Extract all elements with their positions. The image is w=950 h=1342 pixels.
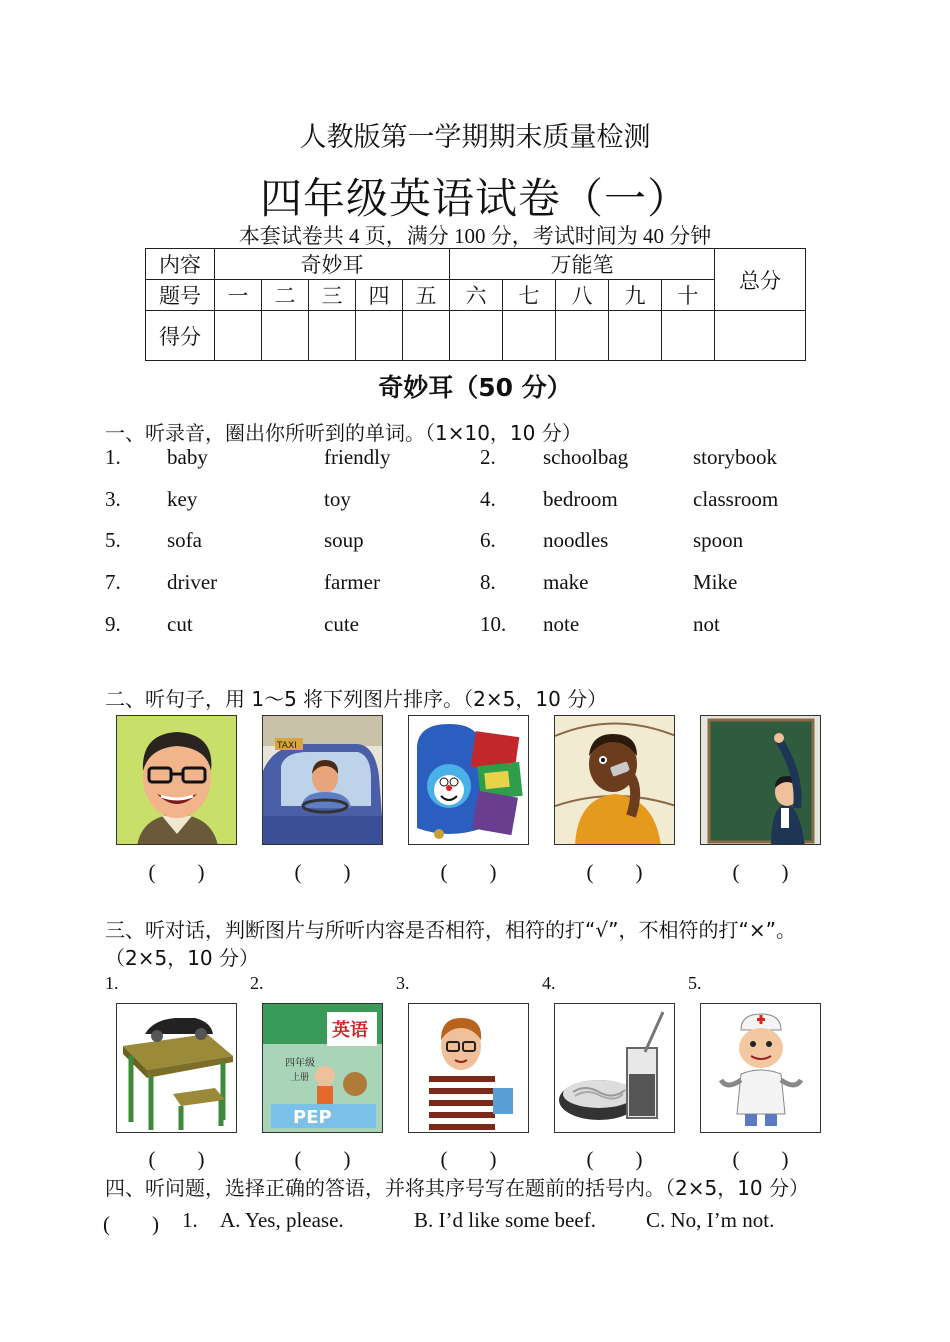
question-number: 九 [609,280,662,311]
q2-title: 二、听句子，用 1～5 将下列图片排序。（2×5，10 分） [105,687,608,711]
word-option[interactable]: farmer [324,570,380,595]
item-number: 8. [480,570,496,595]
answer-blank[interactable]: ( ) [732,860,789,884]
answer-blank[interactable]: ( ) [103,1212,159,1236]
item-number: 9. [105,611,121,636]
score-cell[interactable] [609,311,662,361]
item-number: 10. [480,611,507,636]
item-number: 4. [542,973,556,993]
answer-blank[interactable]: ( ) [440,1147,497,1171]
answer-blank[interactable]: ( ) [294,1147,351,1171]
item-number: 2. [480,445,496,469]
word-row [105,612,865,654]
score-cell[interactable] [403,311,450,361]
section-heading: 奇妙耳（50 分） [378,373,572,402]
word-option[interactable]: make [543,570,589,595]
question-number: 五 [403,280,450,311]
word-option[interactable]: schoolbag [543,445,629,469]
item-number: 6. [480,528,496,553]
word-option[interactable]: sofa [167,528,202,553]
word-option[interactable]: baby [167,445,208,469]
word-option[interactable]: note [543,611,580,636]
row-label-score: 得分 [146,311,215,361]
word-option[interactable]: cute [324,611,359,636]
book-title-text: 英语 [332,1020,368,1041]
total-header: 总分 [715,249,806,311]
word-option[interactable]: noodles [543,528,609,553]
answer-blank[interactable]: ( ) [586,1147,643,1171]
car-on-desk-picture [116,1003,237,1133]
question-number: 四 [356,280,403,311]
word-option[interactable]: spoon [693,528,744,553]
word-option[interactable]: bedroom [543,486,618,511]
item-number: 7. [105,570,121,595]
question-number: 八 [556,280,609,311]
word-option[interactable]: cut [167,611,193,636]
word-row [105,528,865,570]
answer-blank[interactable]: ( ) [148,1147,205,1171]
word-row [105,570,865,612]
score-cell[interactable] [262,311,309,361]
word-option[interactable]: not [693,611,720,636]
word-option[interactable]: soup [324,528,364,553]
answer-blank[interactable]: ( ) [586,860,643,884]
score-cell[interactable] [356,311,403,361]
score-cell[interactable] [215,311,262,361]
q1-title: 一、听录音，圈出你所听到的单词。（1×10，10 分） [105,421,582,445]
item-number: 5. [688,973,702,993]
answer-blank[interactable]: ( ) [294,860,351,884]
word-row [105,445,865,487]
word-option[interactable]: toy [324,486,351,511]
item-number: 3. [105,486,121,511]
taxi-driver-picture [262,715,383,845]
score-cell[interactable] [662,311,715,361]
q1-word-grid [105,445,865,653]
book-term-text: 上册 [291,1073,310,1083]
score-cell[interactable] [503,311,556,361]
row-label-content: 内容 [146,249,215,280]
english-textbook-picture [262,1003,383,1133]
question-number: 一 [215,280,262,311]
exam-title: 四年级英语试卷（一） [259,174,690,223]
question-number: 十 [662,280,715,311]
item-number: 1. [182,1208,198,1232]
doctor-cartoon-picture [700,1003,821,1133]
word-row [105,487,865,529]
word-option[interactable]: Mike [693,570,738,595]
striped-shirt-graphic [427,1072,497,1130]
noodles-and-drink-picture [554,1003,675,1133]
row-label-number: 题号 [146,280,215,311]
boy-striped-shirt-picture [408,1003,529,1133]
q3-title-line2: （2×5，10 分） [105,946,260,970]
boy-at-blackboard-picture [700,715,821,845]
question-number: 三 [309,280,356,311]
item-number: 4. [480,486,496,511]
teacher-face-picture [116,715,237,845]
question-number: 二 [262,280,309,311]
option-b[interactable]: B. I’d like some beef. [414,1208,596,1232]
word-option[interactable]: storybook [693,445,777,469]
exam-supertitle: 人教版第一学期期末质量检测 [299,122,651,152]
answer-blank[interactable]: ( ) [440,860,497,884]
word-option[interactable]: driver [167,570,218,595]
item-number: 2. [250,973,264,993]
item-number: 1. [105,445,121,469]
item-number: 3. [396,973,410,993]
item-number: 5. [105,528,121,553]
word-option[interactable]: key [167,486,198,511]
book-brand-text: PEP [293,1107,332,1128]
option-a[interactable]: A. Yes, please. [220,1208,344,1232]
answer-blank[interactable]: ( ) [732,1147,789,1171]
word-option[interactable]: classroom [693,486,779,511]
boy-drinking-picture [554,715,675,845]
book-grade-text: 四年级 [285,1058,315,1069]
item-number: 1. [105,973,119,993]
word-option[interactable]: friendly [324,445,391,469]
answer-blank[interactable]: ( ) [148,860,205,884]
schoolbag-books-picture [408,715,529,845]
question-number: 六 [450,280,503,311]
total-score-cell[interactable] [715,311,806,361]
exam-subtitle: 本套试卷共 4 页，满分 100 分，考试时间为 40 分钟 [238,224,712,248]
score-cell[interactable] [309,311,356,361]
taxi-sign-text: TAXI [277,741,297,751]
option-c[interactable]: C. No, I’m not. [646,1208,775,1232]
question-number: 七 [503,280,556,311]
q4-title: 四、听问题，选择正确的答语，并将其序号写在题前的括号内。（2×5，10 分） [105,1176,810,1200]
group-listening: 奇妙耳 [215,249,450,280]
group-writing: 万能笔 [450,249,715,280]
q3-title-line1: 三、听对话，判断图片与所听内容是否相符，相符的打“√”，不相符的打“×”。 [105,918,796,942]
score-cell[interactable] [450,311,503,361]
score-cell[interactable] [556,311,609,361]
score-table [145,248,806,361]
